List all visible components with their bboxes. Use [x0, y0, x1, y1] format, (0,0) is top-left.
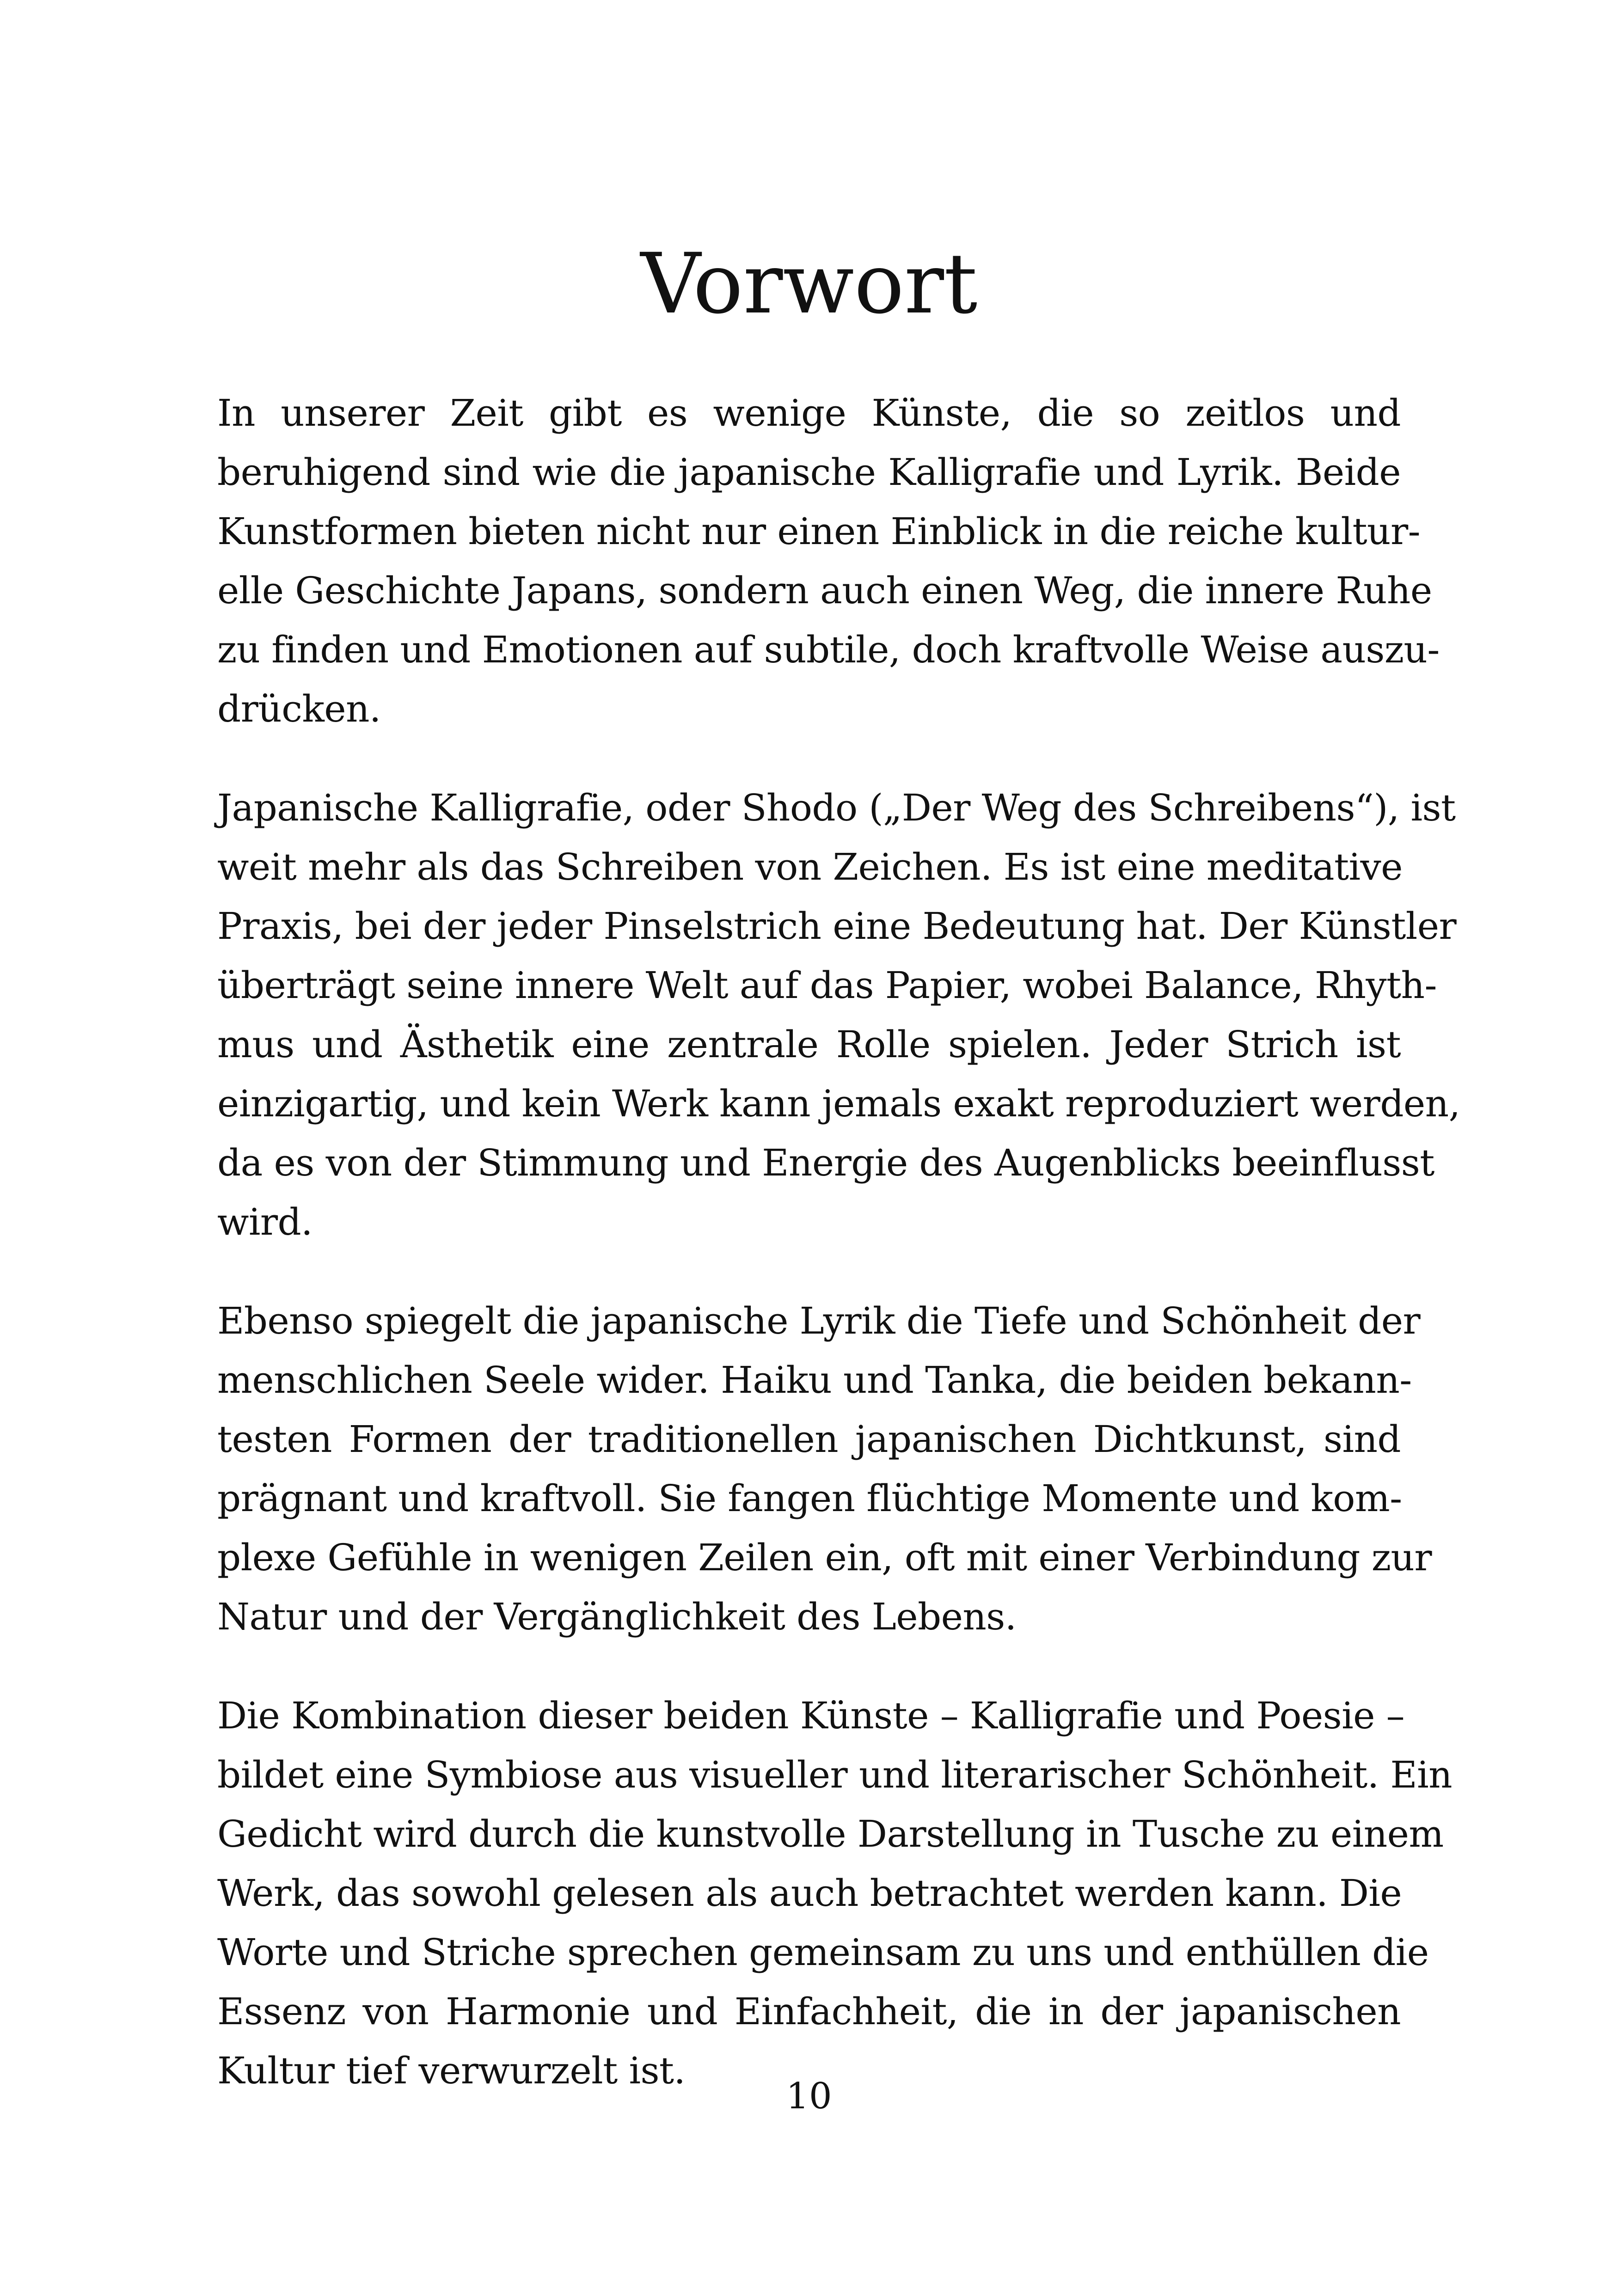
text-line: prägnant und kraftvoll. Sie fangen flüchtige Momente und kom- — [217, 1477, 1402, 1520]
text-line: In unserer Zeit gibt es wenige Künste, die so zeitlos und — [217, 392, 1401, 435]
text-line: menschlichen Seele wider. Haiku und Tanka, die beiden bekann- — [217, 1359, 1412, 1402]
text-line: elle Geschichte Japans, sondern auch einen Weg, die innere Ruhe — [217, 569, 1432, 612]
paragraph-1 — [217, 384, 1440, 739]
text-line: weit mehr als das Schreiben von Zeichen. Es ist eine meditative — [217, 845, 1403, 888]
text-line: Essenz von Harmonie und Einfachheit, die in der japanischen — [217, 1990, 1401, 2033]
text-line: Die Kombination dieser beiden Künste – Kalligrafie und Poesie – — [217, 1694, 1405, 1737]
text-line: Japanische Kalligrafie, oder Shodo („Der Weg des Schreibens“), ist — [217, 786, 1456, 829]
text-line: Praxis, bei der jeder Pinselstrich eine Bedeutung hat. Der Künstler — [217, 905, 1457, 948]
text-line: drücken. — [217, 687, 381, 730]
text-line: Kunstformen bieten nicht nur einen Einblick in die reiche kultur- — [217, 510, 1421, 553]
text-line: Natur und der Vergänglichkeit des Lebens. — [217, 1595, 1017, 1638]
text-line: Werk, das sowohl gelesen als auch betrachtet werden kann. Die — [217, 1872, 1402, 1915]
text-line: Kultur tief verwurzelt ist. — [217, 2049, 686, 2092]
text-line: überträgt seine innere Welt auf das Papier, wobei Balance, Rhyth- — [217, 964, 1437, 1007]
paragraph-2 — [217, 778, 1460, 1252]
text-line: da es von der Stimmung und Energie des Augenblicks beeinflusst — [217, 1141, 1434, 1184]
page-title: Vorwort — [640, 236, 978, 332]
page-number: 10 — [786, 2076, 832, 2117]
text-line: beruhigend sind wie die japanische Kalligrafie und Lyrik. Beide — [217, 451, 1401, 494]
text-line: Gedicht wird durch die kunstvolle Darstellung in Tusche zu einem — [217, 1812, 1444, 1855]
text-line: bildet eine Symbiose aus visueller und literarischer Schönheit. Ein — [217, 1753, 1453, 1796]
text-line: mus und Ästhetik eine zentrale Rolle spielen. Jeder Strich ist — [217, 1023, 1401, 1066]
paragraph-3 — [217, 1292, 1432, 1647]
text-line: testen Formen der traditionellen japanischen Dichtkunst, sind — [217, 1418, 1401, 1461]
text-line: einzigartig, und kein Werk kann jemals exakt reproduziert werden, — [217, 1082, 1460, 1125]
text-line: wird. — [217, 1200, 313, 1243]
body-text — [217, 384, 1460, 2140]
text-line: plexe Gefühle in wenigen Zeilen ein, oft mit einer Verbindung zur — [217, 1536, 1432, 1579]
text-line: Worte und Striche sprechen gemeinsam zu uns und enthüllen die — [217, 1931, 1429, 1974]
text-line: Ebenso spiegelt die japanische Lyrik die Tiefe und Schönheit der — [217, 1299, 1421, 1342]
text-line: zu finden und Emotionen auf subtile, doch kraftvolle Weise auszu- — [217, 628, 1440, 671]
paragraph-4 — [217, 1686, 1453, 2100]
